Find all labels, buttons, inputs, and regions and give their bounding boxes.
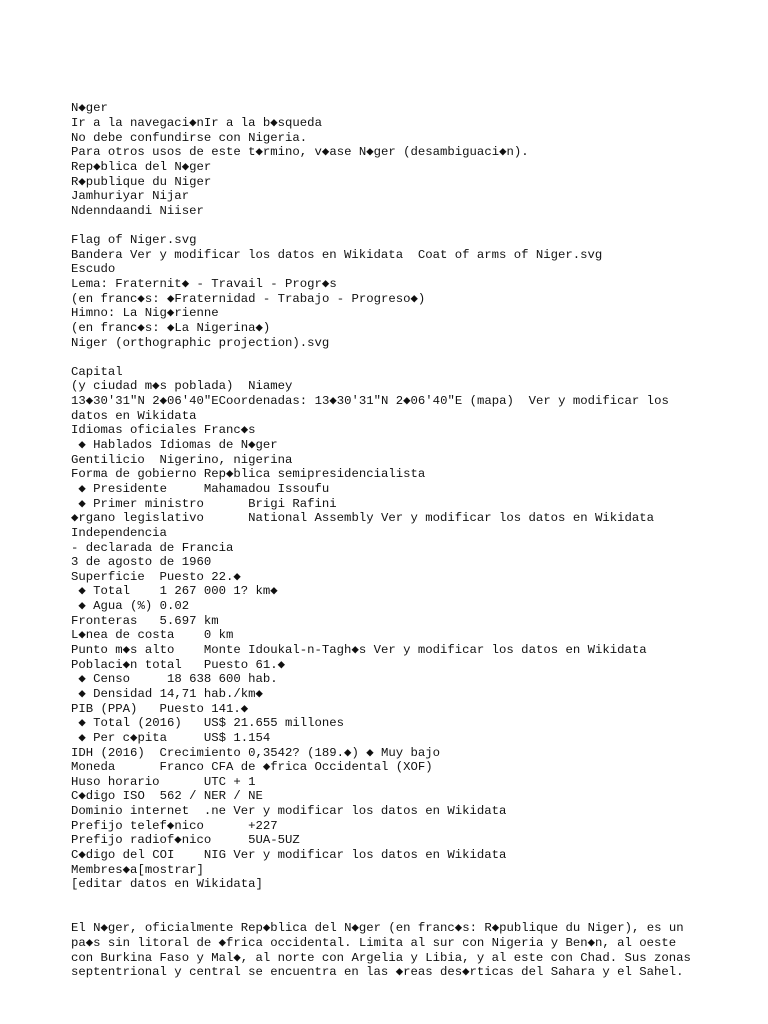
- text-line: Fronteras 5.697 km: [71, 613, 219, 628]
- blank-line: [71, 218, 711, 233]
- text-line: Huso horario UTC + 1: [71, 774, 256, 789]
- text-line: ◆rgano legislativo National Assembly Ver y modificar los datos en Wikidata: [71, 511, 654, 526]
- text-line: Ndenndaandi Niiser: [71, 203, 204, 218]
- text-line: Independencia: [71, 525, 167, 540]
- text-line: PIB (PPA) Puesto 141.◆: [71, 701, 249, 716]
- intro-paragraph: El N◆ger, oficialmente Rep◆blica del N◆ger (en franc◆s: R◆publique du Niger), es un pa◆s sin litoral de ◆frica occidental. Limita al sur con Nigeria y Ben◆n, al oeste con Burkina Faso y Mal◆, al norte con Argelia y Libia, y al este con Chad. Sus zonas septentrional y central se encuentra en las ◆reas des◆rticas del Sahara y el Sahel.: [71, 921, 699, 980]
- text-line: Lema: Fraternit◆ - Travail - Progr◆s: [71, 277, 337, 291]
- text-line: - declarada de Francia: [71, 540, 234, 555]
- text-line: ◆ Presidente Mahamadou Issoufu: [71, 481, 330, 496]
- text-line: IDH (2016) Crecimiento 0,3542? (189.◆) ◆ Muy bajo: [71, 745, 441, 760]
- text-line: Superficie Puesto 22.◆: [71, 569, 241, 584]
- text-line: Membres◆a[mostrar]: [71, 862, 204, 877]
- text-line: Capital: [71, 364, 123, 379]
- text-line: ◆ Agua (%) 0.02: [71, 599, 190, 614]
- text-line: ◆ Total 1 267 000 1? km◆: [71, 584, 278, 599]
- text-line: ◆ Per c◆pita US$ 1.154: [71, 730, 271, 745]
- text-line: Jamhuriyar Nijar: [71, 189, 190, 204]
- text-line: Dominio internet .ne Ver y modificar los datos en Wikidata: [71, 804, 507, 819]
- text-line: (en franc◆s: ◆La Nigerina◆): [71, 320, 271, 335]
- text-line: L◆nea de costa 0 km: [71, 628, 234, 643]
- text-line: ◆ Densidad 14,71 hab./km◆: [71, 686, 263, 701]
- text-line: datos en Wikidata: [71, 408, 197, 423]
- text-line: Prefijo telef◆nico +227: [71, 818, 278, 833]
- text-line: ◆ Censo 18 638 600 hab.: [71, 672, 278, 687]
- text-line: Ir a la navegaci◆nIr a la b◆squeda: [71, 115, 322, 130]
- text-line: Himno: La Nig◆rienne: [71, 306, 219, 321]
- text-line: Escudo: [71, 262, 116, 277]
- text-line: Niger (orthographic projection).svg: [71, 335, 330, 350]
- text-line: No debe confundirse con Nigeria.: [71, 130, 308, 145]
- text-line: ◆ Total (2016) US$ 21.655 millones: [71, 716, 345, 731]
- text-line: Flag of Niger.svg: [71, 233, 197, 248]
- text-line: C◆digo ISO 562 / NER / NE: [71, 789, 263, 804]
- text-line: ◆ Hablados Idiomas de N◆ger: [71, 438, 278, 453]
- text-line: Rep◆blica del N◆ger: [71, 159, 212, 174]
- text-line: R◆publique du Niger: [71, 174, 212, 189]
- text-line: Bandera Ver y modificar los datos en Wikidata Coat of arms of Niger.svg: [71, 247, 603, 262]
- document-body: [71, 72, 711, 995]
- blank-line: [71, 350, 711, 365]
- text-line: 13◆30′31″N 2◆06′40″ECoordenadas: 13◆30′31″N 2◆06′40″E (mapa) Ver y modificar los: [71, 394, 669, 409]
- text-line: 3 de agosto de 1960: [71, 555, 212, 570]
- text-line: Idiomas oficiales Franc◆s: [71, 423, 256, 438]
- text-line: Moneda Franco CFA de ◆frica Occidental (XOF): [71, 760, 433, 775]
- text-line: C◆digo del COI NIG Ver y modificar los datos en Wikidata: [71, 847, 507, 862]
- text-line: Gentilicio Nigerino, nigerina: [71, 452, 293, 467]
- text-line: (en franc◆s: ◆Fraternidad - Trabajo - Progreso◆): [71, 291, 426, 306]
- text-line: ◆ Primer ministro Brigi Rafini: [71, 496, 337, 511]
- text-line: Poblaci◆n total Puesto 61.◆: [71, 657, 286, 672]
- text-lines: [71, 101, 711, 892]
- text-line: (y ciudad m◆s poblada) Niamey: [71, 379, 293, 394]
- text-line: N◆ger: [71, 101, 108, 116]
- text-line: Para otros usos de este t◆rmino, v◆ase N◆ger (desambiguaci◆n).: [71, 145, 529, 160]
- text-line: Punto m◆s alto Monte Idoukal-n-Tagh◆s Ver y modificar los datos en Wikidata: [71, 643, 647, 658]
- text-line: Forma de gobierno Rep◆blica semipresidencialista: [71, 467, 426, 482]
- text-line: [editar datos en Wikidata]: [71, 877, 263, 892]
- text-line: Prefijo radiof◆nico 5UA-5UZ: [71, 833, 300, 848]
